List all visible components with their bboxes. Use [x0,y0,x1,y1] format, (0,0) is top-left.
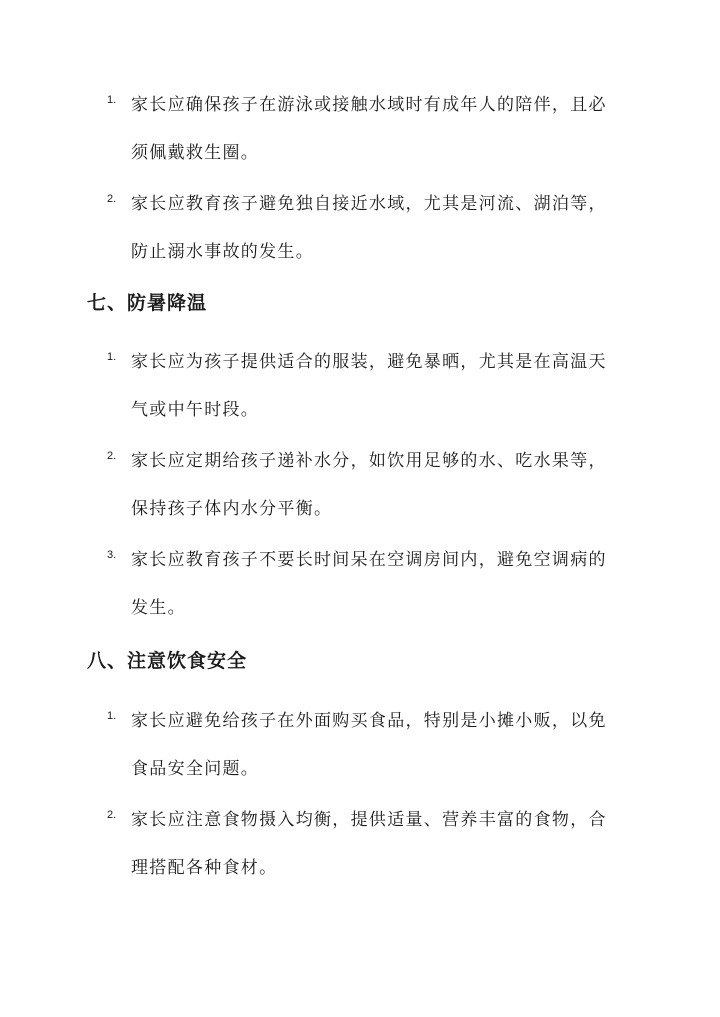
list-item-text-line: 发生。 [131,598,186,618]
list-item-number: 3. [107,549,117,561]
list-item-text-line: 气或中午时段。 [131,400,260,420]
list-item-number: 2. [107,450,117,462]
list-item-number: 2. [107,809,117,821]
list-item-text-line: 家长应避免给孩子在外面购买食品，特别是小摊小贩，以免 [131,711,607,731]
list-item-number: 1. [107,351,117,363]
list-item-text-line: 防止溺水事故的发生。 [131,242,314,262]
list-item-text-line: 须佩戴救生圈。 [131,143,260,163]
list-item-text-line: 理搭配各种食材。 [131,858,278,878]
list-item-number: 1. [107,710,117,722]
list-item-text-line: 家长应教育孩子不要长时间呆在空调房间内，避免空调病的 [131,550,607,570]
list-item-text-line: 家长应为孩子提供适合的服装，避免暴晒，尤其是在高温天 [131,352,607,372]
list-item-number: 1. [107,94,117,106]
list-item-text-line: 家长应教育孩子避免独自接近水域，尤其是河流、湖泊等， [131,194,607,214]
list-item-text-line: 家长应定期给孩子递补水分，如饮用足够的水、吃水果等， [131,451,607,471]
section-heading: 八、注意饮食安全 [87,650,248,672]
list-item-text-line: 食品安全问题。 [131,759,260,779]
list-item-number: 2. [107,193,117,205]
list-item-text-line: 家长应确保孩子在游泳或接触水域时有成年人的陪伴，且必 [131,95,607,115]
section-heading: 七、防暑降温 [87,292,208,314]
list-item-text-line: 保持孩子体内水分平衡。 [131,499,333,519]
list-item-text-line: 家长应注意食物摄入均衡，提供适量、营养丰富的食物，合 [131,810,607,830]
